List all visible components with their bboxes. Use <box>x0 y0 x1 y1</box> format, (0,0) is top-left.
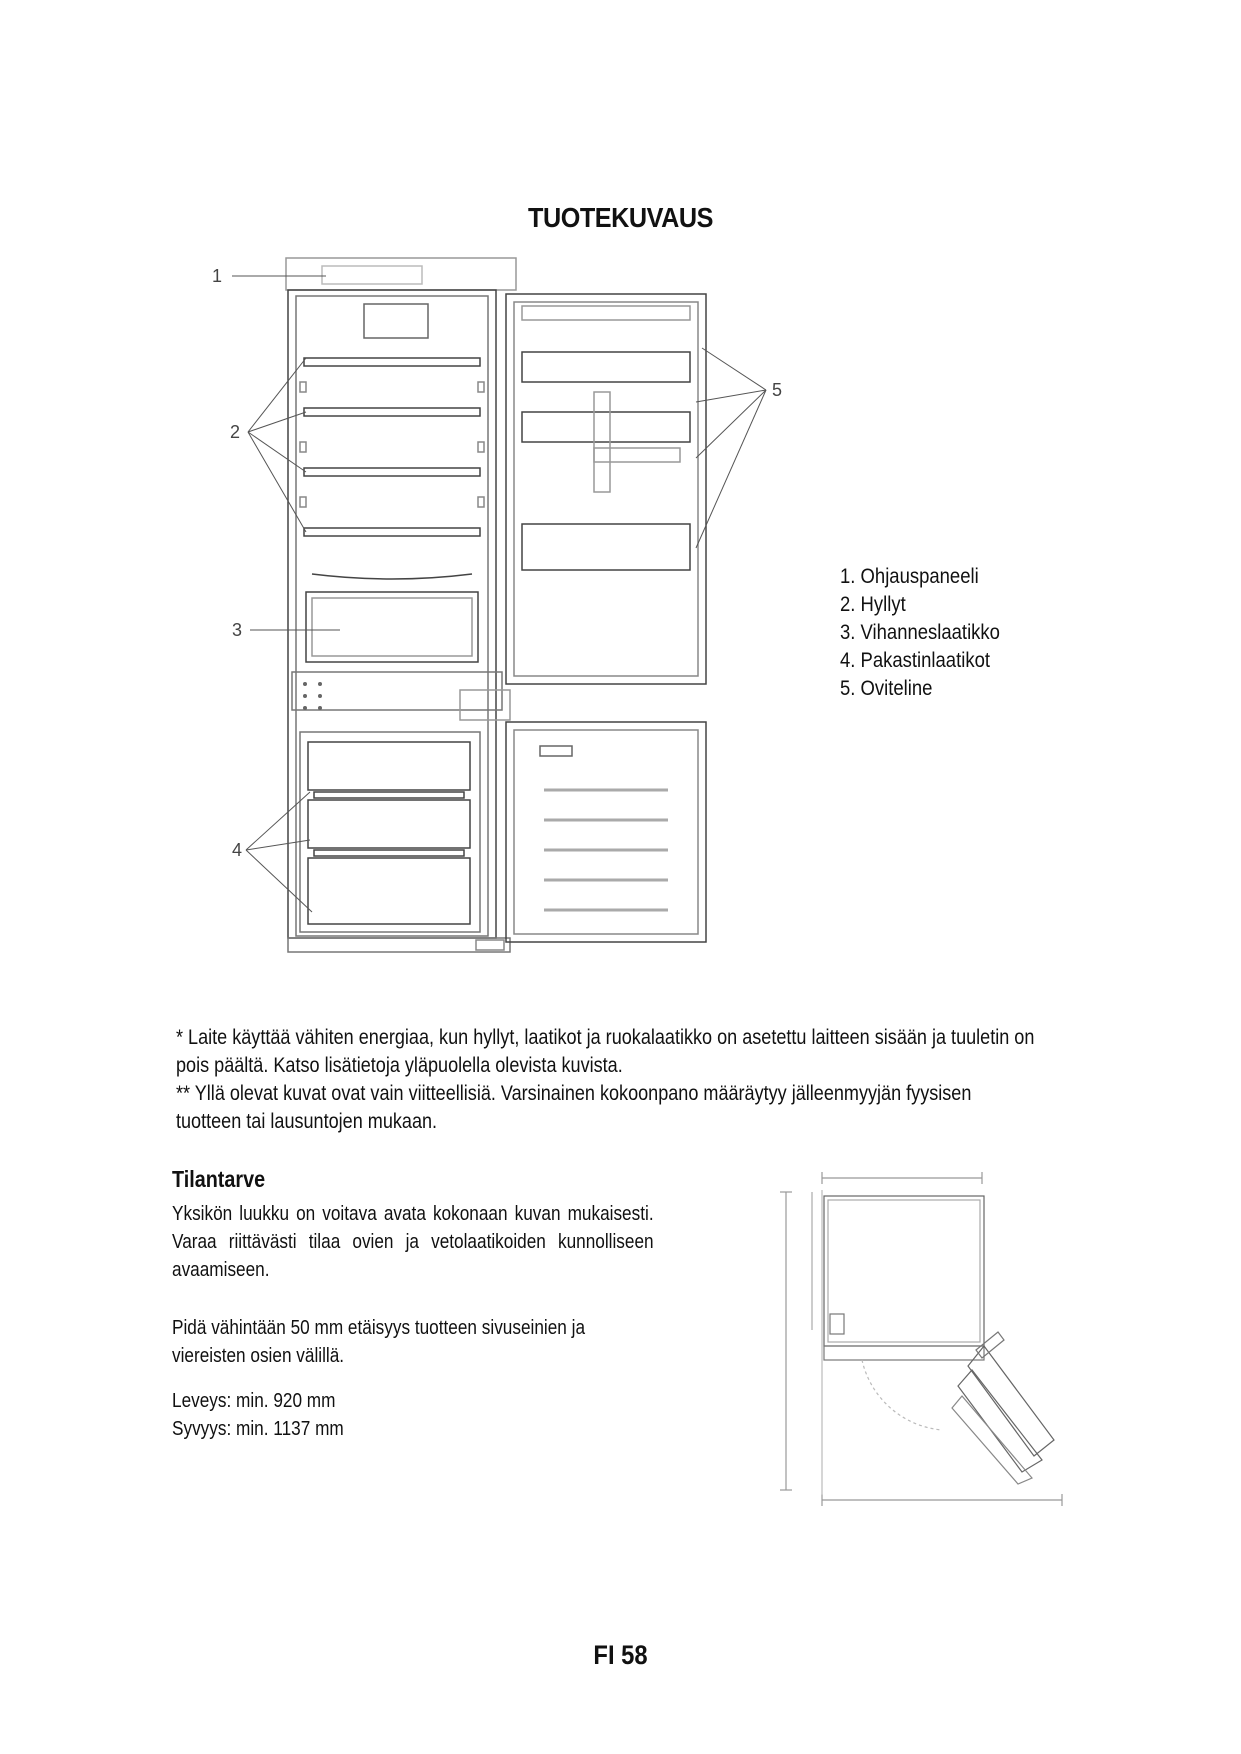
clearance-diagram <box>772 1160 1082 1520</box>
callout-4: 4 <box>232 840 243 860</box>
page-number: FI 58 <box>593 1640 648 1670</box>
callout-5: 5 <box>772 380 783 400</box>
energy-note: * Laite käyttää vähiten energiaa, kun hyllyt, laatikot ja ruokalaatikko on asetettu laitteen sisään ja tuuletin on pois päältä. Katso lisätietoja yläpuolella olevista kuvista. <box>176 1026 1035 1077</box>
parts-legend <box>840 563 1000 703</box>
legend-item: 4. Pakastinlaatikot <box>840 649 990 672</box>
legend-item: 3. Vihanneslaatikko <box>840 621 1000 644</box>
callout-3: 3 <box>232 620 243 640</box>
min-width: Leveys: min. 920 mm <box>172 1390 336 1412</box>
disclaimer-note: ** Yllä olevat kuvat ovat vain viitteellisiä. Varsinainen kokoonpano määräytyy jälleenmyyjän fyysisen tuotteen tai lausuntojen mukaan. <box>176 1082 972 1133</box>
door-clearance-text: Yksikön luukku on voitava avata kokonaan kuvan mukaisesti. Varaa riittävästi tilaa ovien ja vetolaatikoiden kunnolliseen avaamiseen. <box>172 1203 654 1281</box>
page-title: TUOTEKUVAUS <box>527 202 713 233</box>
footnotes <box>176 1024 1036 1136</box>
legend-item: 2. Hyllyt <box>840 593 906 616</box>
min-depth: Syvyys: min. 1137 mm <box>172 1418 344 1440</box>
fridge-diagram <box>200 252 800 1012</box>
legend-item: 5. Oviteline <box>840 677 933 700</box>
section-heading: Tilantarve <box>172 1166 266 1192</box>
min-dimensions <box>172 1387 654 1443</box>
callout-1: 1 <box>212 266 223 286</box>
legend-item: 1. Ohjauspaneeli <box>840 565 979 588</box>
side-gap-text: Pidä vähintään 50 mm etäisyys tuotteen sivuseinien ja viereisten osien välillä. <box>172 1317 586 1367</box>
callout-2: 2 <box>230 422 241 442</box>
